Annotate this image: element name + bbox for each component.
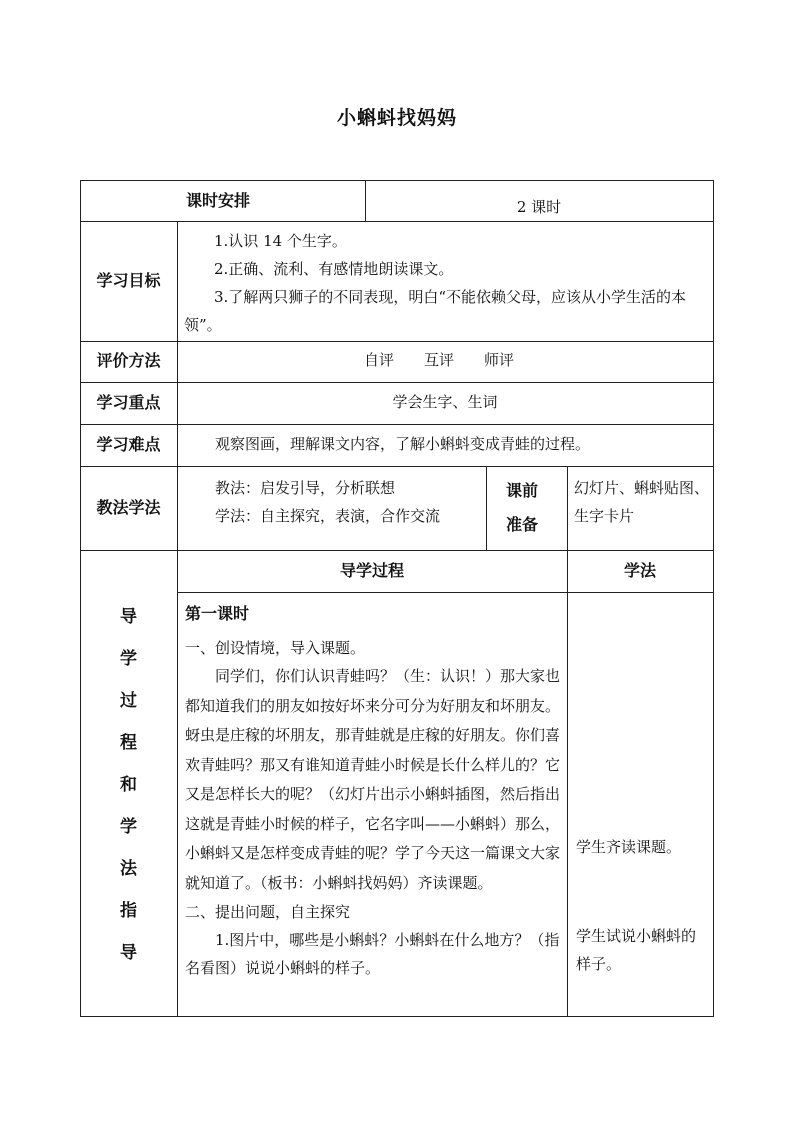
objective-item: 2.正确、流利、有感情地朗读课文。 [214, 260, 454, 278]
process-content [185, 600, 561, 982]
side-char: 学 [120, 817, 137, 837]
objectives-list [184, 227, 708, 339]
focus-value: 学会生字、生词 [392, 393, 498, 411]
method-note: 学生齐读课题。 [576, 838, 682, 856]
method-note: 学生试说小蝌蚪的样子。 [576, 927, 697, 973]
focus-label: 学习重点 [96, 393, 161, 412]
evaluation-label: 评价方法 [96, 351, 161, 370]
process-header: 导学过程 [339, 561, 404, 580]
side-char: 和 [120, 775, 137, 795]
evaluation-value: 自评 互评 师评 [364, 351, 515, 369]
difficulty-value: 观察图画，理解课文内容，了解小蝌蚪变成青蛙的过程。 [215, 435, 591, 453]
guide-side-label [80, 596, 177, 974]
side-char: 程 [120, 733, 137, 753]
prep-label: 课前准备 [506, 481, 539, 534]
schedule-value: 2 课时 [516, 198, 562, 216]
section2-item: 1.图片中，哪些是小蝌蚪？小蝌蚪在什么地方？（指名看图）说说小蝌蚪的样子。 [185, 931, 560, 977]
section2-title: 二、提出问题，自主探究 [185, 903, 351, 921]
objective-item: 3.了解两只狮子的不同表现，明白“不能依赖父母，应该从小学生活的本领”。 [184, 288, 686, 334]
side-char: 学 [120, 649, 137, 669]
section1-title: 一、创设情境，导入课题。 [185, 639, 366, 657]
prep-value: 幻灯片、蝌蚪贴图、生字卡片 [574, 479, 710, 525]
methods-label: 教法学法 [96, 498, 161, 517]
side-char: 指 [120, 901, 137, 921]
side-char: 导 [120, 943, 137, 963]
objectives-label: 学习目标 [96, 271, 161, 290]
document-title: 小蝌蚪找妈妈 [336, 107, 457, 129]
lesson-title: 第一课时 [185, 604, 250, 623]
difficulty-label: 学习难点 [96, 435, 161, 454]
method-header: 学法 [623, 561, 656, 580]
teaching-method: 教法：启发引导，分析联想 [215, 479, 396, 497]
side-char: 导 [120, 607, 137, 627]
schedule-label: 课时安排 [186, 191, 251, 210]
section1-body: 同学们，你们认识青蛙吗？（生：认识！）那大家也都知道我们的朋友如按好坏来分可分为好朋友和坏朋友。蚜虫是庄稼的坏朋友，那青蛙就是庄稼的好朋友。你们喜欢青蛙吗？那又有谁知道青蛙小时候是长什么样儿的？它又是怎样长大的呢？（幻灯片出示小蝌蚪插图，然后指出这就是青蛙小时候的样子，它名字叫——小蝌蚪）那么，小蝌蚪又是怎样变成青蛙的呢？学了今天这一篇课文大家就知道了。（板书：小蝌蚪找妈妈）齐读课题。 [185, 667, 561, 892]
side-char: 过 [120, 691, 137, 711]
learning-method: 学法：自主探究，表演，合作交流 [215, 507, 441, 525]
objective-item: 1.认识 14 个生字。 [214, 232, 347, 250]
side-char: 法 [120, 859, 137, 879]
